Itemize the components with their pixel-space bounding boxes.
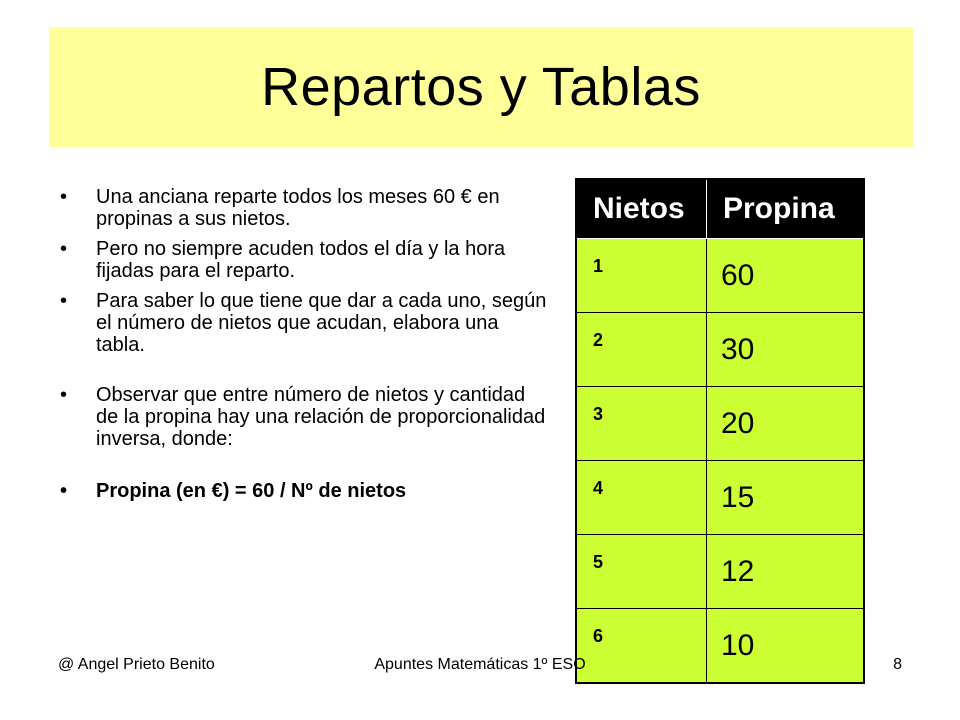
table-row <box>576 387 864 461</box>
cell-nietos: 1 <box>576 239 707 313</box>
bullet-dot: • <box>60 384 68 406</box>
footer-author: @ Angel Prieto Benito <box>58 656 215 673</box>
bullet-text: Una anciana reparte todos los meses 60 € en propinas a sus nietos. <box>96 186 500 230</box>
cell-propina: 60 <box>707 239 865 313</box>
cell-propina: 30 <box>707 313 865 387</box>
footer-course: Apuntes Matemáticas 1º ESO <box>374 656 586 673</box>
table-header-row <box>576 179 864 239</box>
table-row <box>576 535 864 609</box>
bullet-dot: • <box>60 480 68 502</box>
footer-page-number: 8 <box>893 656 902 673</box>
header-nietos: Nietos <box>576 179 707 239</box>
cell-propina: 20 <box>707 387 865 461</box>
slide-title: Repartos y Tablas <box>261 57 701 117</box>
bullet-item <box>58 238 548 282</box>
bullet-dot: • <box>60 238 68 260</box>
bullet-item <box>58 290 548 356</box>
cell-nietos: 5 <box>576 535 707 609</box>
cell-nietos: 6 <box>576 609 707 684</box>
table-row <box>576 313 864 387</box>
bullet-text: Pero no siempre acuden todos el día y la hora fijadas para el reparto. <box>96 238 506 282</box>
bullet-dot: • <box>60 290 68 312</box>
table-row <box>576 239 864 313</box>
cell-propina: 12 <box>707 535 865 609</box>
bullet-item <box>58 186 548 230</box>
bullet-item <box>58 384 548 450</box>
cell-nietos: 4 <box>576 461 707 535</box>
bullet-text: Observar que entre número de nietos y cantidad de la propina hay una relación de proporcionalidad inversa, donde: <box>96 384 546 450</box>
cell-nietos: 2 <box>576 313 707 387</box>
cell-propina: 10 <box>707 609 865 684</box>
title-banner <box>49 27 913 147</box>
tips-table <box>575 178 865 684</box>
formula-bullet <box>58 480 548 502</box>
bullet-text: Para saber lo que tiene que dar a cada uno, según el número de nietos que acudan, elabora una tabla. <box>96 290 547 356</box>
bullet-dot: • <box>60 186 68 208</box>
bullet-list <box>58 186 548 510</box>
header-propina: Propina <box>707 179 865 239</box>
formula-text: Propina (en €) = 60 / Nº de nietos <box>96 480 407 502</box>
table-row <box>576 461 864 535</box>
cell-nietos: 3 <box>576 387 707 461</box>
cell-propina: 15 <box>707 461 865 535</box>
